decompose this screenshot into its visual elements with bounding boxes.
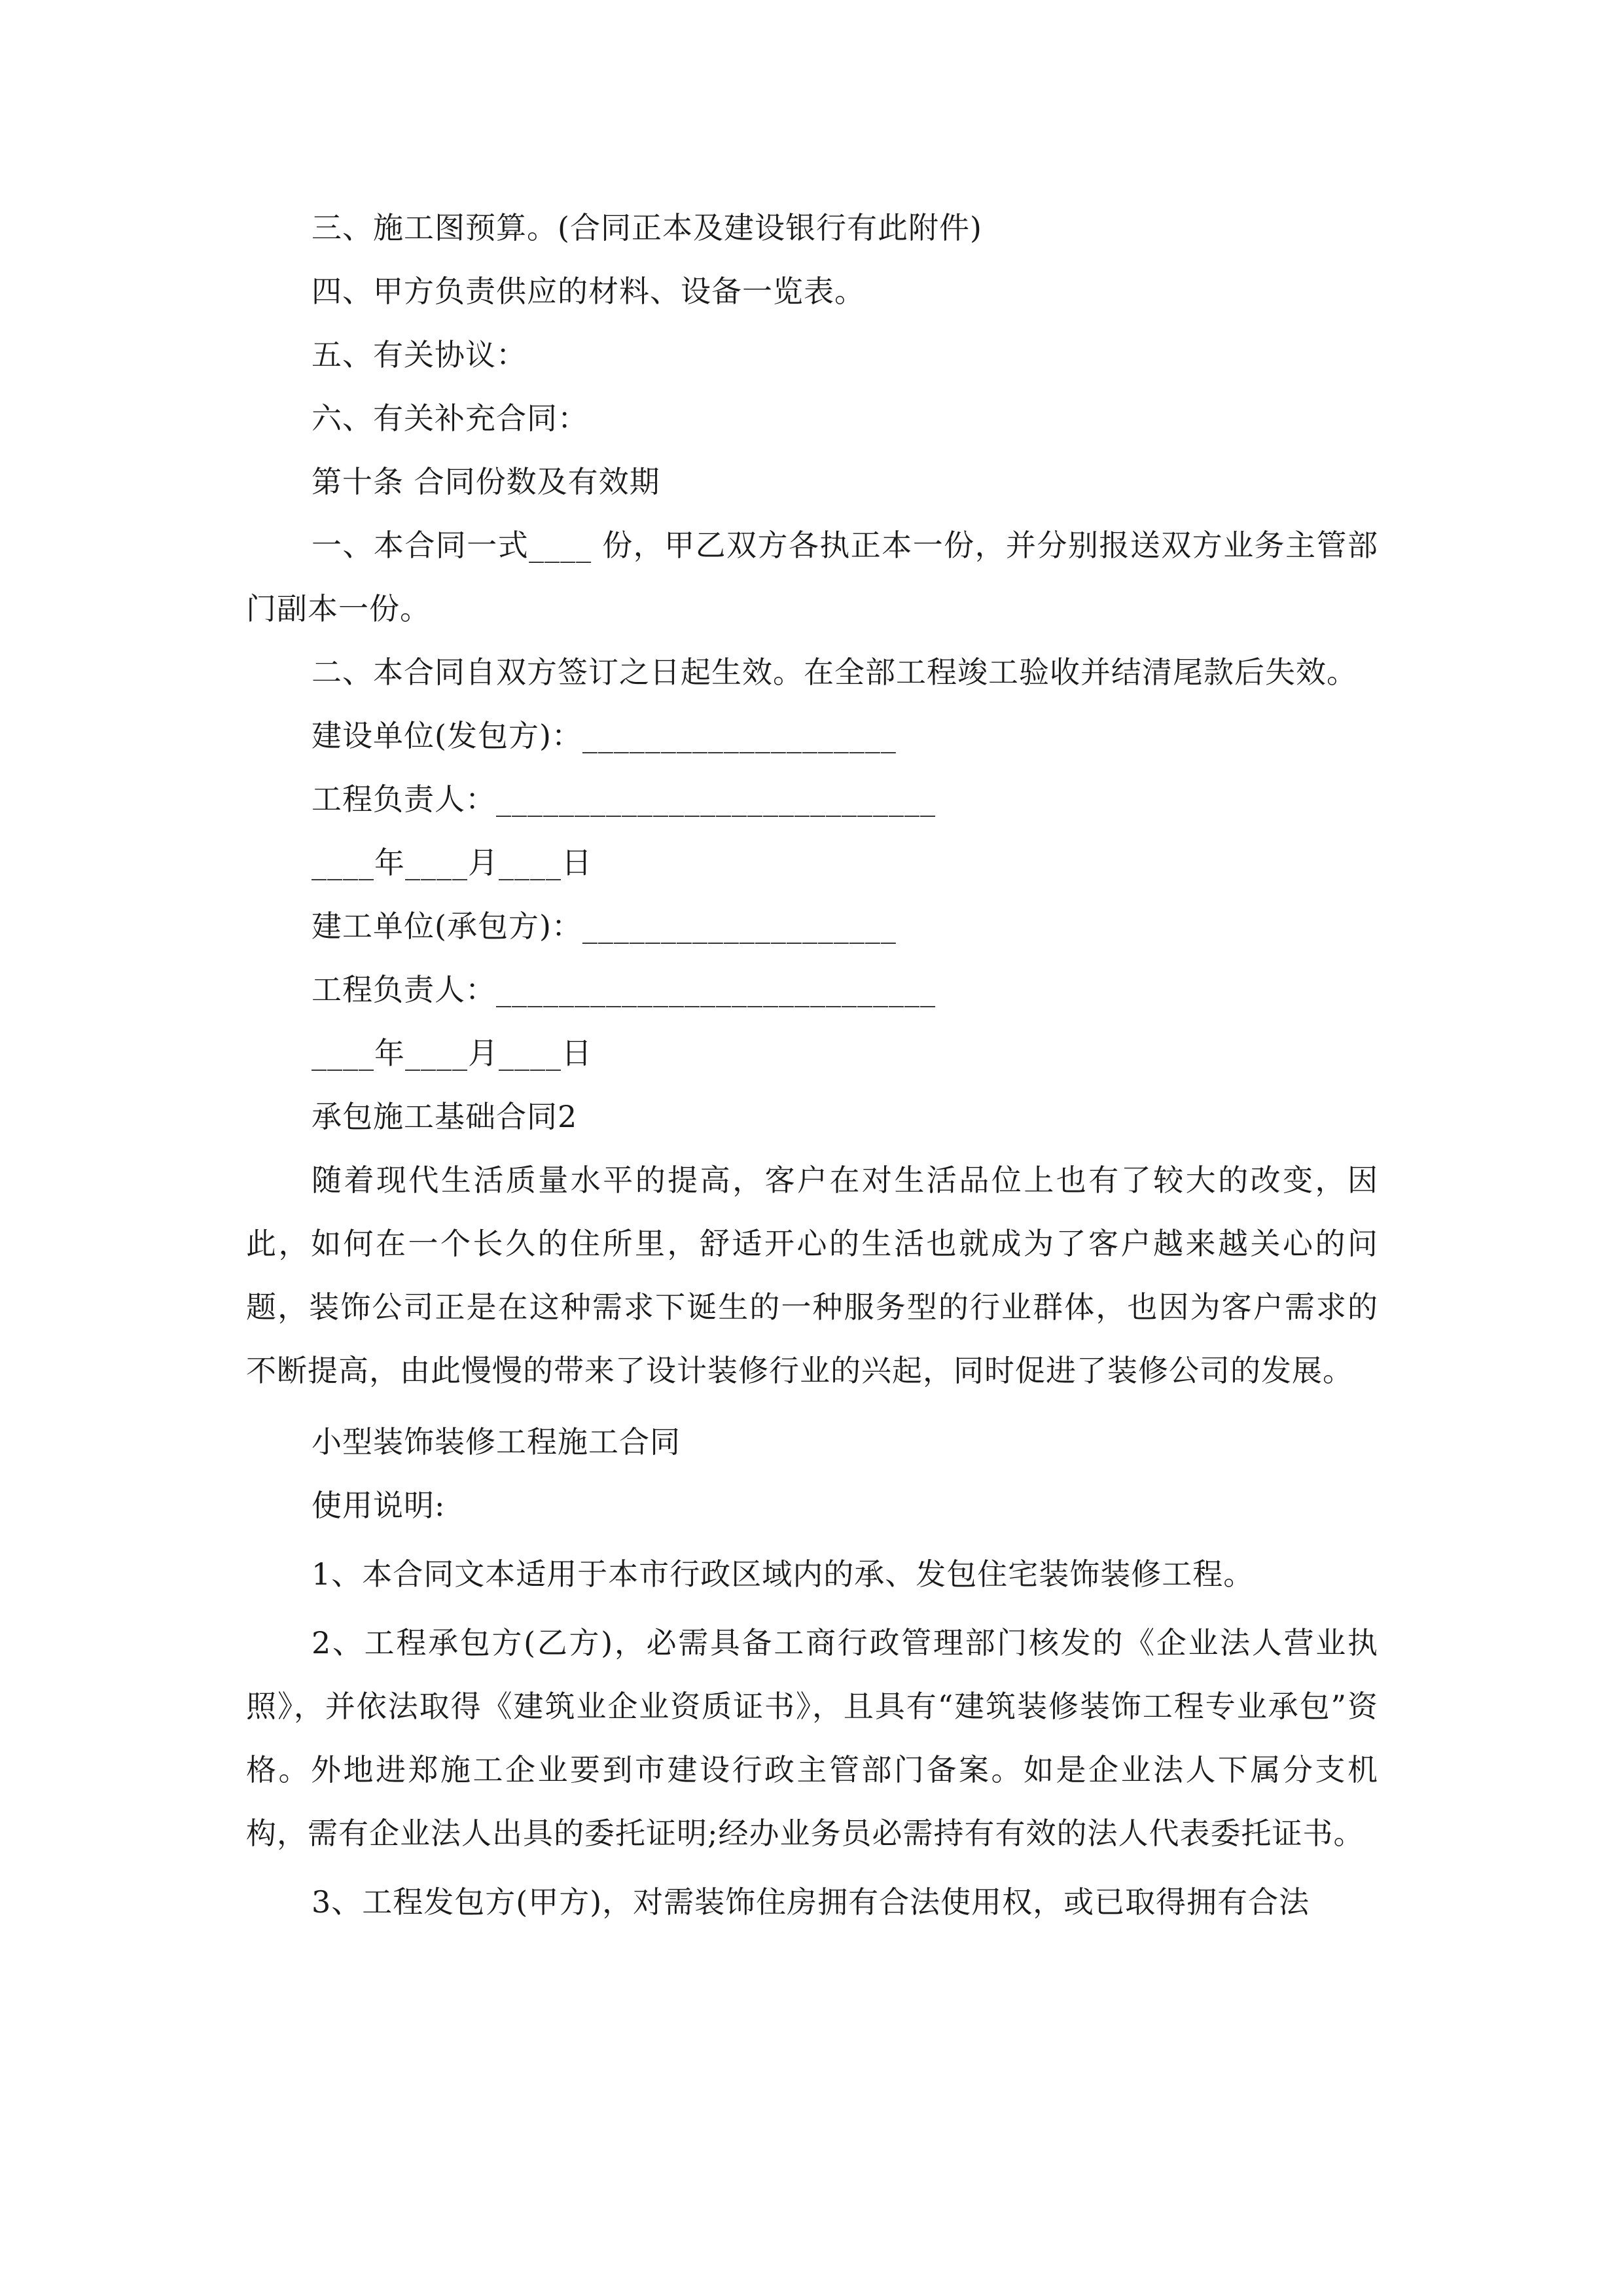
attachment-item-3: 三、施工图预算。(合同正本及建设银行有此附件) (312, 210, 982, 245)
usage-item-1: 1、本合同文本适用于本市行政区域内的承、发包住宅装饰装修工程。 (312, 1556, 1255, 1592)
spacer (246, 1606, 1378, 1611)
spacer (246, 1537, 1378, 1543)
article-10-clause-2: 二、本合同自双方签订之日起生效。在全部工程竣工验收并结清尾款后失效。 (312, 655, 1357, 690)
contract-title: 小型装饰装修工程施工合同 (312, 1424, 681, 1460)
usage-item-3: 3、工程发包方(甲方)，对需装饰住房拥有合法使用权，或已取得拥有合法 (312, 1884, 1310, 1920)
employer-manager-line: 工程负责人：____________________________ (312, 781, 936, 817)
spacer (246, 1865, 1378, 1871)
contractor-date-line: ____年____月____日 (312, 1035, 592, 1071)
contractor-manager-line: 工程负责人：____________________________ (312, 972, 936, 1007)
attachment-item-5: 五、有关协议： (312, 337, 527, 372)
usage-heading: 使用说明: (312, 1488, 446, 1523)
employer-date-line: ____年____月____日 (312, 845, 592, 880)
article-10-clause-1: 一、本合同一式____ 份，甲乙双方各执正本一份，并分别报送双方业务主管部门副本一份。 (246, 528, 1378, 626)
document-body (246, 196, 1378, 1934)
attachment-item-6: 六、有关补充合同： (312, 401, 588, 436)
attachment-item-4: 四、甲方负责供应的材料、设备一览表。 (312, 274, 865, 309)
employer-signature-line: 建设单位(发包方)：____________________ (312, 718, 897, 753)
usage-item-2: 2、工程承包方(乙方)，必需具备工商行政管理部门核发的《企业法人营业执照》，并依法取得《建筑业企业资质证书》，且具有“建筑装修装饰工程专业承包”资格。外地进郑施工企业要到市建设行政主管部门备案。如是企业法人下属分支机构，需有企业法人出具的委托证明;经办业务员必需持有有效的法人代表委托证书。 (246, 1625, 1378, 1851)
intro-paragraph: 随着现代生活质量水平的提高，客户在对生活品位上也有了较大的改变，因此，如何在一个长久的住所里，舒适开心的生活也就成为了客户越来越关心的问题，装饰公司正是在这种需求下诞生的一种服务型的行业群体，也因为客户需求的不断提高，由此慢慢的带来了设计装修行业的兴起，同时促进了装修公司的发展。 (246, 1162, 1378, 1388)
spacer (246, 1403, 1378, 1410)
contractor-signature-line: 建工单位(承包方)：____________________ (312, 908, 897, 944)
article-10-heading: 第十条 合同份数及有效期 (312, 464, 660, 499)
section-title-2: 承包施工基础合同2 (312, 1099, 578, 1134)
